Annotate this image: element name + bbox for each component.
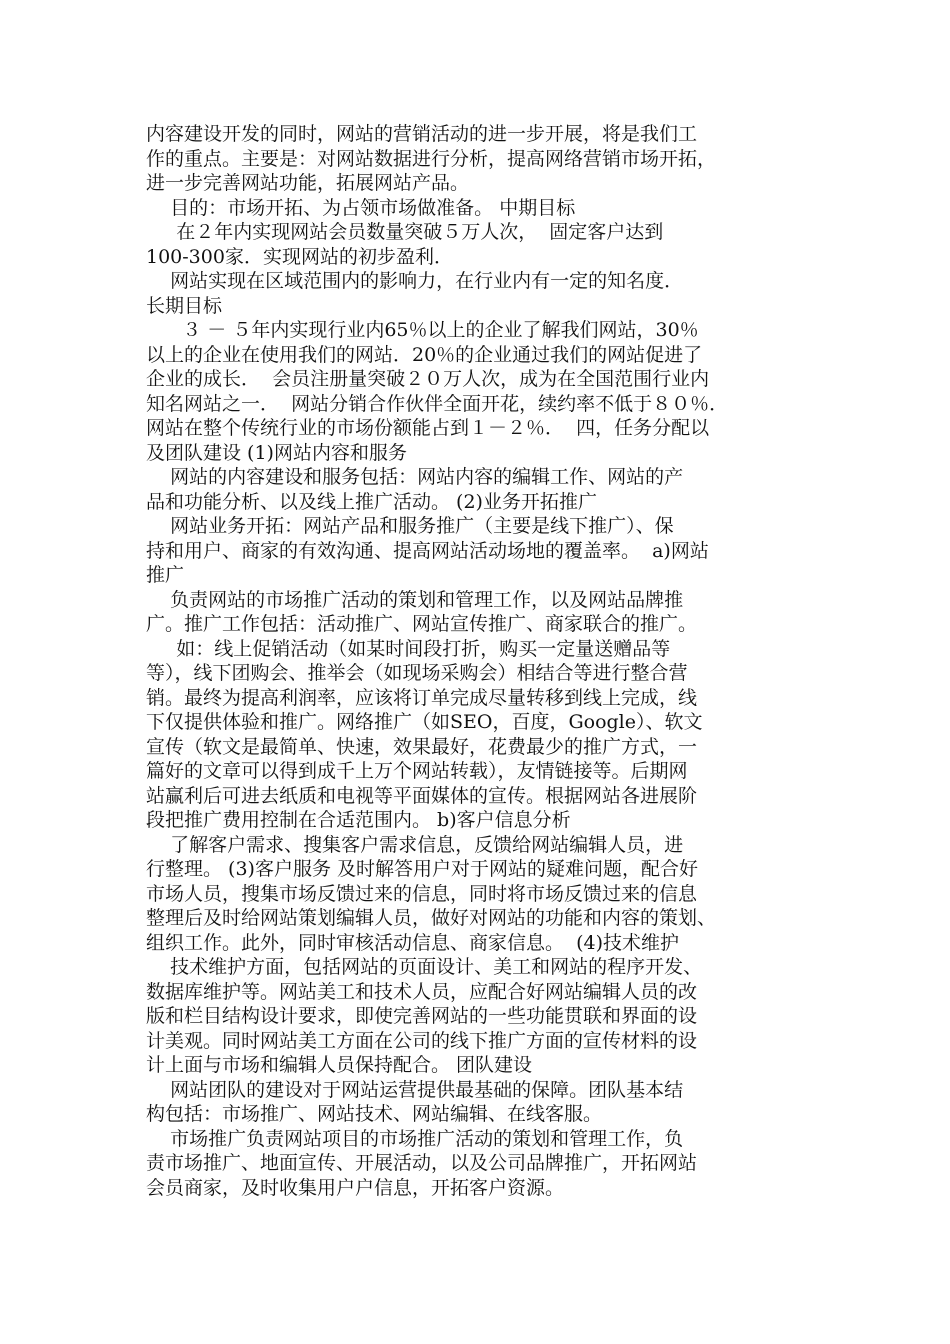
text-line: 版和栏目结构设计要求，即使完善网站的一些功能贯联和界面的设 — [146, 1005, 698, 1027]
text-line: 销。最终为提高利润率，应该将订单完成尽量转移到线上完成，线 — [146, 686, 698, 709]
text-line: 广。推广工作包括：活动推广、网站宣传推广、商家联合的推广。 — [146, 613, 698, 635]
text-line: 段把推广费用控制在合适范围内。 b)客户信息分析 — [146, 809, 571, 831]
text-line: 宣传（软文是最简单、快速，效果最好，花费最少的推广方式，一 — [146, 735, 698, 758]
text-line: 进一步完善网站功能，拓展网站产品。 — [146, 172, 470, 194]
text-line: 100-300家．实现网站的初步盈利． — [146, 245, 453, 268]
text-line: 技术维护方面，包括网站的页面设计、美工和网站的程序开发、 — [146, 956, 703, 978]
document-body — [146, 122, 818, 1200]
text-line: 责市场推广、地面宣传、开展活动，以及公司品牌推广，开拓网站 — [146, 1152, 698, 1174]
text-line: 等），线下团购会、推举会（如现场采购会）相结合等进行整合营 — [146, 662, 688, 684]
text-line: 推广 — [146, 564, 185, 586]
text-line: 以上的企业在使用我们的网站．20％的企业通过我们的网站促进了 — [146, 343, 703, 366]
text-line: 整理后及时给网站策划编辑人员，做好对网站的功能和内容的策划、 — [146, 907, 717, 929]
text-line: 网站在整个传统行业的市场份额能占到１－２％． 四，任务分配以 — [146, 417, 710, 439]
text-line: 网站团队的建设对于网站运营提供最基础的保障。团队基本结 — [146, 1078, 684, 1101]
text-line: 站赢利后可进去纸质和电视等平面媒体的宣传。根据网站各进展阶 — [146, 784, 698, 807]
text-line: 计上面与市场和编辑人员保持配合。 团队建设 — [146, 1054, 533, 1076]
text-line: 在２年内实现网站会员数量突破５万人次， 固定客户达到 — [146, 221, 664, 243]
text-line: 网站业务开拓：网站产品和服务推广（主要是线下推广）、保 — [146, 515, 674, 537]
text-line: 内容建设开发的同时，网站的营销活动的进一步开展，将是我们工 — [146, 123, 698, 145]
text-line: 构包括：市场推广、网站技术、网站编辑、在线客服。 — [146, 1103, 603, 1125]
text-line: 及团队建设 (1)网站内容和服务 — [146, 441, 407, 464]
text-line: 负责网站的市场推广活动的策划和管理工作，以及网站品牌推 — [146, 588, 684, 611]
text-line: 组织工作。此外，同时审核活动信息、商家信息。 (4)技术维护 — [146, 931, 679, 954]
text-line: 下仅提供体验和推广。网络推广（如SEO，百度，Google）、软文 — [146, 711, 703, 733]
text-line: 网站的内容建设和服务包括：网站内容的编辑工作、网站的产 — [146, 466, 684, 488]
text-line: 持和用户、商家的有效沟通、提高网站活动场地的覆盖率。 a)网站 — [146, 539, 709, 562]
text-line: 市场推广负责网站项目的市场推广活动的策划和管理工作，负 — [146, 1127, 684, 1150]
text-line: 作的重点。主要是：对网站数据进行分析，提高网络营销市场开拓， — [146, 147, 717, 170]
text-line: 企业的成长． 会员注册量突破２０万人次，成为在全国范围行业内 — [146, 368, 710, 390]
text-line: 行整理。 (3)客户服务 及时解答用户对于网站的疑难问题，配合好 — [146, 858, 698, 880]
text-line: 会员商家，及时收集用户户信息，开拓客户资源。 — [146, 1176, 565, 1199]
text-line: 目的：市场开拓、为占领市场做准备。 中期目标 — [146, 196, 576, 219]
text-line: 网站实现在区域范围内的影响力，在行业内有一定的知名度． — [146, 270, 684, 292]
text-line: 数据库维护等。网站美工和技术人员，应配合好网站编辑人员的改 — [146, 980, 698, 1003]
text-line: ３ － ５年内实现行业内65％以上的企业了解我们网站，30％ — [146, 319, 699, 341]
text-line: 计美观。同时网站美工方面在公司的线下推广方面的宣传材料的设 — [146, 1029, 698, 1052]
text-line: 知名网站之一． 网站分销合作伙伴全面开花，续约率不低于８０％． — [146, 392, 729, 415]
text-line: 品和功能分析、以及线上推广活动。 (2)业务开拓推广 — [146, 490, 597, 513]
text-line: 长期目标 — [146, 294, 223, 317]
text-line: 了解客户需求、搜集客户需求信息，反馈给网站编辑人员，进 — [146, 833, 684, 856]
text-line: 篇好的文章可以得到成千上万个网站转载），友情链接等。后期网 — [146, 760, 688, 782]
text-line: 如：线上促销活动（如某时间段打折，购买一定量送赠品等 — [146, 637, 671, 660]
text-line: 市场人员，搜集市场反馈过来的信息，同时将市场反馈过来的信息 — [146, 882, 698, 905]
